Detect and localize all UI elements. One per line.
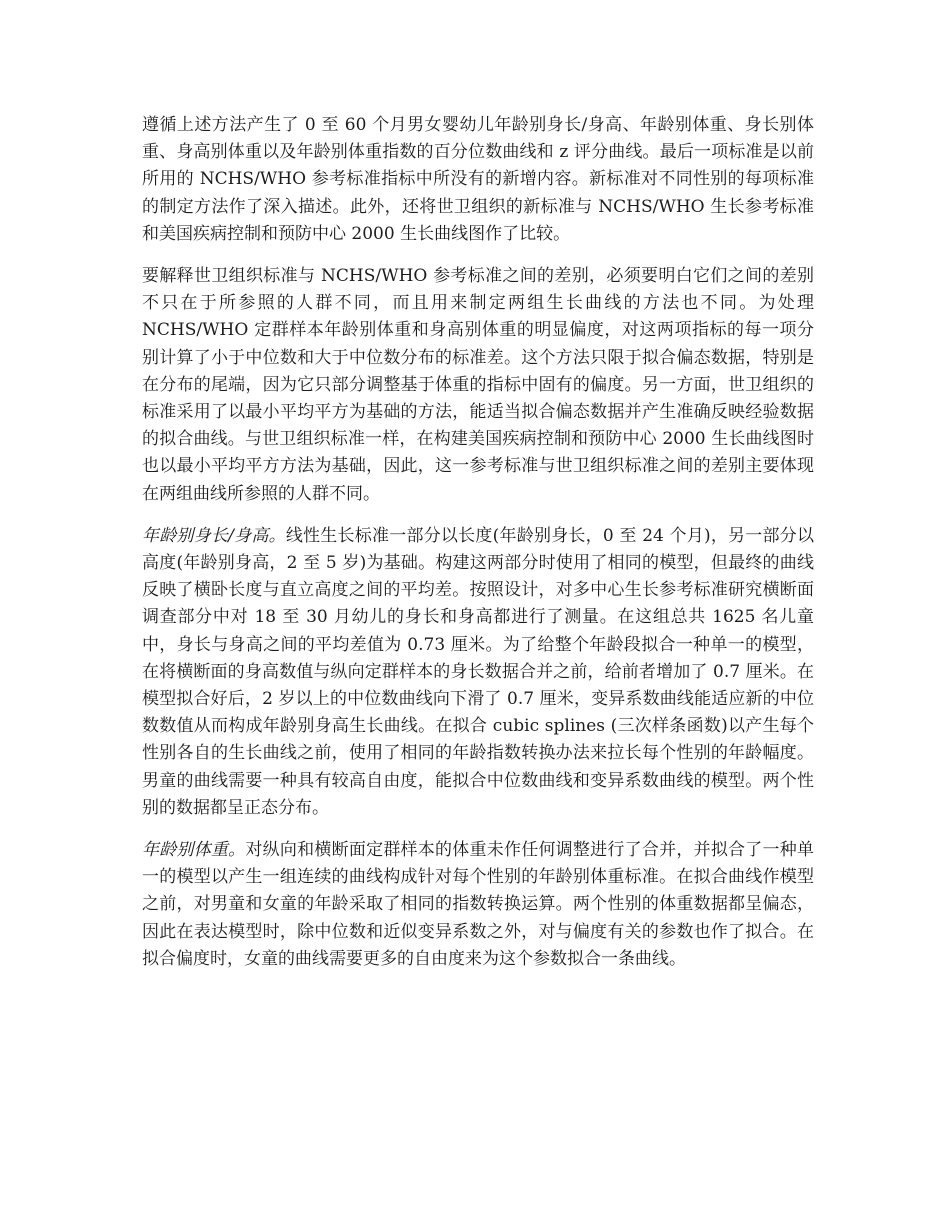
paragraph-text: 遵循上述方法产生了 0 至 60 个月男女婴幼儿年龄别身长/身高、年龄别体重、身长别体重、身高别体重以及年龄别体重指数的百分位数曲线和 z 评分曲线。最后一项标准是以前所用的 NCHS/WHO 参考标准指标中所没有的新增内容。新标准对不同性别的每项标准的制定方法作了深入描述。此外，还将世卫组织的新标准与 NCHS/WHO 生长参考标准和美国疾病控制和预防中心 2000 生长曲线图作了比较。 — [142, 115, 814, 244]
paragraph-comparison — [142, 263, 814, 508]
paragraph-length-height-for-age — [142, 523, 814, 822]
paragraph-text: 对纵向和横断面定群样本的体重未作任何调整进行了合并，并拟合了一种单一的模型以产生一组连续的曲线构成针对每个性别的年龄别体重标准。在拟合曲线作模型之前，对男童和女童的年龄采取了相同的指数转换运算。两个性别的体重数据都呈偏态，因此在表达模型时，除中位数和近似变异系数之外，对与偏度有关的参数也作了拟合。在拟合偏度时，女童的曲线需要更多的自由度来为这个参数拟合一条曲线。 — [142, 840, 814, 969]
document-page — [142, 112, 814, 988]
paragraph-weight-for-age — [142, 837, 814, 973]
section-lead-length-height: 年龄别身长/身高。 — [142, 525, 286, 546]
paragraph-text: 线性生长标准一部分以长度(年龄别身长，0 至 24 个月)，另一部分以高度(年龄别身高，2 至 5 岁)为基础。构建这两部分时使用了相同的模型，但最终的曲线反映了横卧长度与直立高度之间的平均差。按照设计，对多中心生长参考标准研究横断面调查部分中对 18 至 30 月幼儿的身长和身高都进行了测量。在这组总共 1625 名儿童中，身长与身高之间的平均差值为 0.73 厘米。为了给整个年龄段拟合一种单一的模型，在将横断面的身高数值与纵向定群样本的身长数据合并之前，给前者增加了 0.7 厘米。在模型拟合好后，2 岁以上的中位数曲线向下滑了 0.7 厘米，变异系数曲线能适应新的中位数数值从而构成年龄别身高生长曲线。在拟合 cubic splines (三次样条函数)以产生每个性别各自的生长曲线之前，使用了相同的年龄指数转换办法来拉长每个性别的年龄幅度。男童的曲线需要一种具有较高自由度，能拟合中位数曲线和变异系数曲线的模型。两个性别的数据都呈正态分布。 — [142, 525, 814, 818]
paragraph-text: 要解释世卫组织标准与 NCHS/WHO 参考标准之间的差别，必须要明白它们之间的差别不只在于所参照的人群不同，而且用来制定两组生长曲线的方法也不同。为处理 NCHS/WHO 定群样本年龄别体重和身高别体重的明显偏度，对这两项指标的每一项分别计算了小于中位数和大于中位数分布的标准差。这个方法只限于拟合偏态数据，特别是在分布的尾端，因为它只部分调整基于体重的指标中固有的偏度。另一方面，世卫组织的标准采用了以最小平均平方为基础的方法，能适当拟合偏态数据并产生准确反映经验数据的拟合曲线。与世卫组织标准一样，在构建美国疾病控制和预防中心 2000 生长曲线图时也以最小平均平方方法为基础，因此，这一参考标准与世卫组织标准之间的差别主要体现在两组曲线所参照的人群不同。 — [142, 266, 814, 504]
paragraph-methods-output — [142, 112, 814, 248]
section-lead-weight: 年龄别体重。 — [142, 840, 246, 861]
